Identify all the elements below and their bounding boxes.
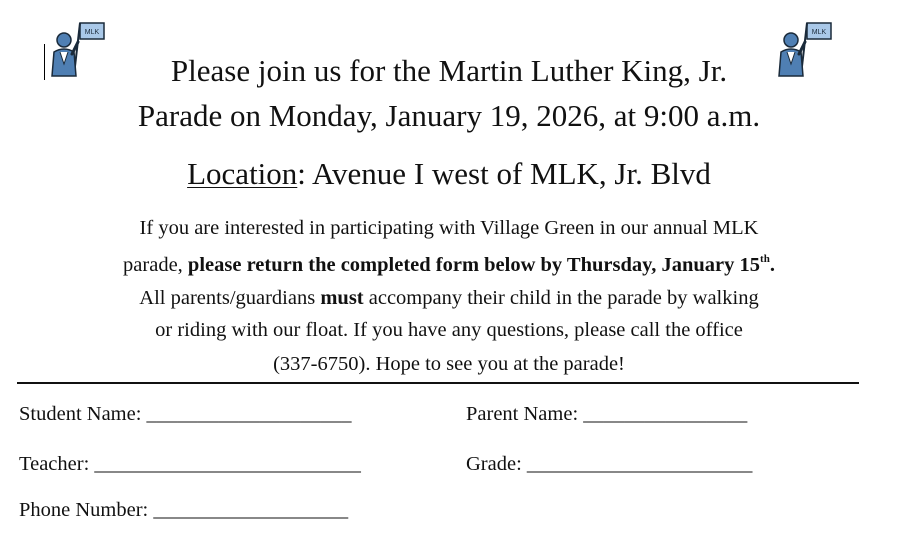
grade-label: Grade: — [466, 453, 527, 475]
paragraph-line-2-start: parade, — [123, 254, 188, 276]
divider — [17, 382, 859, 384]
student-name-label: Student Name: — [19, 403, 147, 425]
location-separator: : — [297, 156, 306, 191]
parent-name-blank[interactable]: ________________ — [583, 403, 748, 425]
paragraph-line-4: or riding with our float. If you have any questions, please call the office — [155, 319, 743, 341]
paragraph-line-1: If you are interested in participating with Village Green in our annual MLK — [139, 217, 759, 239]
phone-number-blank[interactable]: ___________________ — [153, 499, 349, 521]
phone-number-label: Phone Number: — [19, 499, 154, 521]
must-text: must — [320, 287, 364, 309]
return-deadline-text: please return the completed form below by Thursday, January 15 — [187, 254, 761, 276]
deadline-period: . — [769, 254, 775, 276]
grade-blank[interactable]: ______________________ — [526, 453, 753, 475]
teacher-field[interactable] — [19, 454, 361, 475]
teacher-blank[interactable]: __________________________ — [94, 453, 361, 475]
flag-text: MLK — [811, 29, 827, 36]
ordinal-suffix: th — [760, 253, 770, 265]
phone-number-field[interactable] — [19, 500, 348, 521]
paragraph-line-3 — [0, 288, 898, 309]
student-name-field[interactable] — [19, 404, 352, 425]
paragraph-line-2 — [0, 254, 898, 276]
flag-text: MLK — [84, 29, 100, 36]
location-line — [0, 158, 898, 189]
student-name-blank[interactable]: ____________________ — [146, 403, 352, 425]
location-value: Avenue I west of MLK, Jr. Blvd — [305, 156, 711, 191]
location-label: Location — [187, 156, 298, 191]
parent-name-field[interactable] — [466, 404, 747, 425]
headline-line-1: Please join us for the Martin Luther King, Jr. — [170, 53, 728, 88]
grade-field[interactable] — [466, 454, 752, 475]
paragraph-line-3-end: accompany their child in the parade by walking — [363, 287, 759, 309]
paragraph-line-5: (337-6750). Hope to see you at the parade! — [273, 353, 625, 375]
parent-name-label: Parent Name: — [466, 403, 584, 425]
teacher-label: Teacher: — [19, 453, 95, 475]
paragraph-line-3-start: All parents/guardians — [139, 287, 321, 309]
headline-line-2: Parade on Monday, January 19, 2026, at 9:00 a.m. — [137, 98, 761, 133]
